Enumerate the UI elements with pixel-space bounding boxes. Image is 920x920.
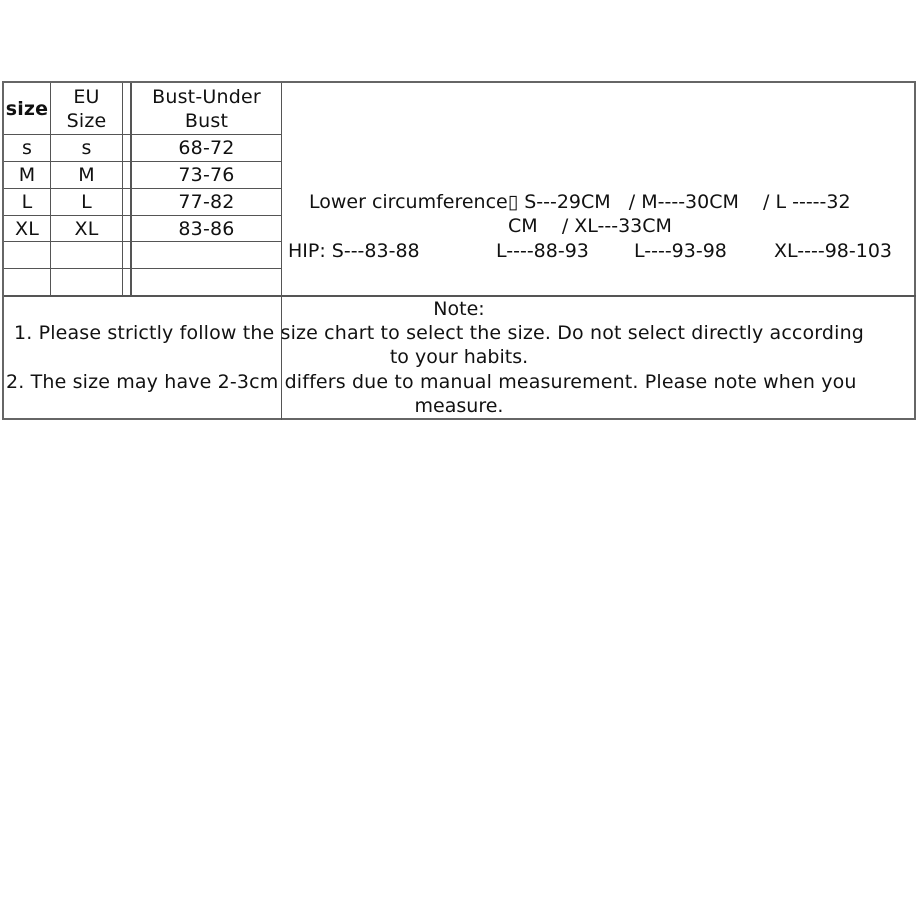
note-item-1-continued: to your habits. bbox=[389, 346, 529, 368]
bust-cell: 73-76 bbox=[178, 164, 235, 186]
hip-l-second: L----93-98 bbox=[634, 240, 727, 262]
header-eu-size-line2: Size bbox=[66, 110, 107, 132]
header-eu-size bbox=[51, 84, 122, 134]
note-title: Note: bbox=[433, 298, 485, 320]
header-eu-size-line1: EU bbox=[73, 86, 100, 108]
grid-line bbox=[122, 83, 123, 296]
eu-size-cell: L bbox=[81, 191, 92, 213]
note-item-1: 1. Please strictly follow the size chart to select the size. Do not select directly according bbox=[14, 322, 864, 344]
size-cell: XL bbox=[14, 217, 39, 240]
grid-line bbox=[4, 268, 281, 269]
size-cell: M bbox=[18, 164, 36, 186]
header-size: size bbox=[5, 98, 49, 120]
bust-cell: 83-86 bbox=[178, 217, 235, 240]
eu-size-cell: M bbox=[78, 164, 95, 186]
note-item-2-continued: measure. bbox=[414, 395, 504, 417]
lower-circumference-line1: Lower circumference▯ S---29CM / M----30CM / L -----32 bbox=[309, 191, 851, 213]
note-item-2: 2. The size may have 2-3cm differs due to manual measurement. Please note when you bbox=[6, 371, 857, 393]
header-bust-line2: Bust bbox=[184, 110, 229, 132]
size-cell: s bbox=[21, 137, 33, 159]
eu-size-cell: XL bbox=[74, 217, 99, 240]
hip-label: HIP: S---83-88 bbox=[288, 240, 420, 262]
hip-xl: XL----98-103 bbox=[774, 240, 892, 262]
bust-cell: 68-72 bbox=[178, 137, 235, 159]
eu-size-cell: s bbox=[81, 137, 92, 159]
hip-l-first: L----88-93 bbox=[496, 240, 589, 262]
header-bust-line1: Bust-Under bbox=[152, 86, 261, 108]
size-cell: L bbox=[21, 191, 33, 213]
grid-line bbox=[4, 241, 281, 242]
header-bust bbox=[132, 84, 281, 134]
bust-cell: 77-82 bbox=[178, 191, 235, 213]
lower-circumference-line2: CM / XL---33CM bbox=[508, 215, 672, 237]
